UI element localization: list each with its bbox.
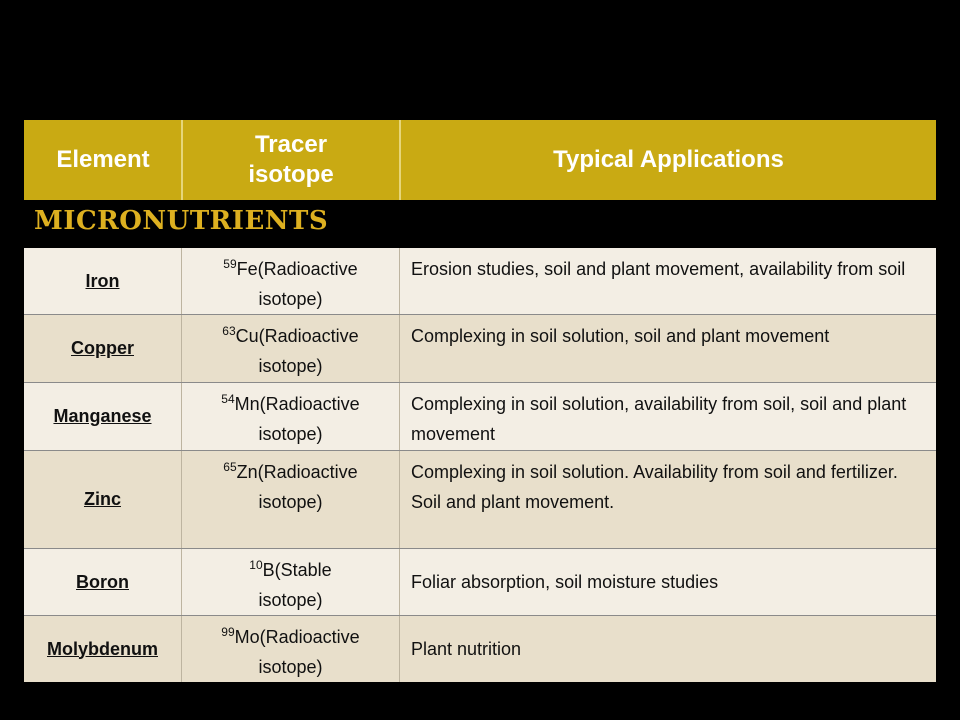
isotope-cell (182, 616, 400, 682)
element-link[interactable]: Boron (76, 571, 129, 592)
element-cell (24, 248, 182, 314)
element-cell (24, 616, 182, 682)
application-cell: Complexing in soil solution, availability from soil, soil and plant movement (411, 394, 907, 444)
element-link[interactable]: Copper (71, 338, 134, 358)
element-cell (24, 451, 182, 548)
isotope-cell (182, 383, 400, 450)
isotope-text: Zn(Radioactive (236, 462, 358, 482)
application-cell: Erosion studies, soil and plant movement, availability from soil (411, 259, 906, 279)
table-row (24, 450, 936, 548)
table-row (24, 615, 936, 682)
isotope-text: isotope) (258, 492, 323, 512)
header-tracer-isotope: Tracer isotope (248, 131, 334, 188)
mass-number: 54 (221, 392, 235, 406)
isotope-cell (182, 549, 400, 615)
isotope-cell (182, 315, 400, 382)
element-link[interactable]: Molybdenum (47, 638, 158, 659)
mass-number: 65 (223, 460, 237, 474)
isotope-text: isotope) (258, 424, 323, 444)
isotope-text: Mo(Radioactive (234, 627, 360, 647)
section-title: MICRONUTRIENTS (34, 206, 329, 236)
isotope-text: Cu(Radioactive (235, 326, 359, 346)
application-cell: Complexing in soil solution, soil and plant movement (411, 326, 830, 346)
isotope-text: isotope) (258, 289, 323, 309)
element-link[interactable]: Zinc (83, 489, 121, 509)
header-typical-applications: Typical Applications (553, 146, 784, 173)
table-row (24, 314, 936, 382)
element-cell (24, 315, 182, 382)
element-cell (24, 549, 182, 615)
element-link[interactable]: Iron (85, 270, 120, 291)
table-row (24, 382, 936, 450)
element-link[interactable]: Manganese (53, 406, 152, 426)
table-header (24, 120, 936, 200)
element-cell (24, 383, 182, 450)
application-cell: Plant nutrition (411, 639, 522, 659)
isotope-table (24, 248, 936, 682)
application-cell: Foliar absorption, soil moisture studies (411, 572, 719, 592)
mass-number: 63 (222, 324, 236, 338)
isotope-cell (182, 248, 400, 314)
table-row (24, 548, 936, 615)
isotope-text: Fe(Radioactive (236, 259, 358, 279)
isotope-cell (182, 451, 400, 548)
isotope-text: isotope) (258, 590, 323, 610)
isotope-text: isotope) (258, 356, 323, 376)
mass-number: 10 (249, 558, 263, 572)
mass-number: 99 (221, 625, 235, 639)
isotope-text: isotope) (258, 657, 323, 677)
table-row (24, 248, 936, 314)
application-cell: Complexing in soil solution. Availability from soil and fertilizer. Soil and plant movement. (411, 462, 898, 512)
isotope-text: B(Stable (262, 560, 332, 580)
isotope-text: Mn(Radioactive (234, 394, 360, 414)
header-element: Element (56, 146, 150, 173)
mass-number: 59 (223, 257, 237, 271)
